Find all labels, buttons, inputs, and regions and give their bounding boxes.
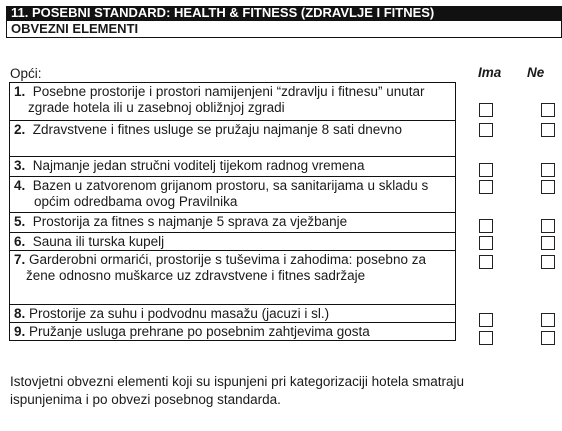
item-text: Zdravstvene i fitnes usluge se pružaju najmanje 8 sati dnevno	[32, 122, 402, 137]
column-header-ima: Ima	[478, 65, 502, 80]
item-text: Sauna ili turska kupelj	[32, 234, 165, 249]
checkbox-ne-item-4[interactable]	[541, 180, 555, 194]
checkbox-ne-item-2[interactable]	[541, 123, 555, 137]
requirement-row	[9, 157, 456, 177]
checkbox-ne-item-6[interactable]	[541, 236, 555, 250]
requirement-row	[9, 121, 456, 157]
requirement-row	[9, 177, 456, 213]
checkbox-ima-item-8[interactable]	[479, 313, 493, 327]
item-text: Garderobni ormarići, prostorije s tuševima i zahodima: posebno za žene odnosno muškarce uz zdravstvene i fitnes sadržaje	[26, 252, 426, 283]
item-number: 8.	[14, 306, 26, 321]
requirement-row	[9, 233, 456, 251]
item-number: 3.	[14, 158, 26, 173]
checkbox-ima-item-1[interactable]	[479, 103, 493, 117]
item-number: 9.	[14, 324, 26, 339]
item-number: 2.	[14, 122, 26, 137]
requirement-row	[9, 323, 456, 341]
item-number: 1.	[14, 84, 26, 99]
item-text: Pružanje usluga prehrane po posebnim zahtjevima gosta	[29, 324, 370, 339]
item-text: Bazen u zatvorenom grijanom prostoru, sa sanitarijama u skladu s općim odredbama ovog Pravilnika	[32, 178, 429, 209]
item-text: Prostorija za fitnes s najmanje 5 sprava za vježbanje	[32, 214, 348, 229]
item-text: Prostorije za suhu i podvodnu masažu (jacuzi i sl.)	[29, 306, 330, 321]
column-header-ne: Ne	[527, 65, 545, 80]
checkbox-ima-item-5[interactable]	[479, 219, 493, 233]
checkbox-ima-item-4[interactable]	[479, 180, 493, 194]
checkbox-ne-item-1[interactable]	[541, 103, 555, 117]
footer-note-line-1: Istovjetni obvezni elementi koji su ispunjeni pri kategorizaciji hotela smatraju	[10, 374, 464, 389]
requirement-row	[9, 305, 456, 323]
checkbox-ne-item-5[interactable]	[541, 219, 555, 233]
item-number: 7.	[14, 252, 26, 267]
general-section-label: Opći:	[10, 66, 42, 81]
checkbox-ima-item-3[interactable]	[479, 163, 493, 177]
checkbox-ne-item-7[interactable]	[541, 255, 555, 269]
checkbox-ne-item-3[interactable]	[541, 163, 555, 177]
item-number: 4.	[14, 178, 26, 193]
requirement-row	[9, 213, 456, 233]
footer-note-line-2: ispunjenima i po obvezi posebnog standarda.	[10, 392, 281, 407]
requirements-list	[9, 82, 456, 341]
item-number: 6.	[14, 234, 26, 249]
requirement-row	[9, 83, 456, 121]
checkbox-ima-item-7[interactable]	[479, 255, 493, 269]
item-text: Najmanje jedan stručni voditelj tijekom radnog vremena	[32, 158, 365, 173]
footer-note	[10, 373, 562, 409]
checkbox-ima-item-6[interactable]	[479, 236, 493, 250]
checkbox-ne-item-9[interactable]	[541, 331, 555, 345]
checkbox-ne-item-8[interactable]	[541, 313, 555, 327]
checkbox-ima-item-2[interactable]	[479, 123, 493, 137]
mandatory-elements-heading: OBVEZNI ELEMENTI	[6, 20, 562, 38]
section-title-banner: 11. POSEBNI STANDARD: HEALTH & FITNESS (ZDRAVLJE I FITNES)	[6, 6, 562, 20]
requirement-row	[9, 251, 456, 305]
item-text: Posebne prostorije i prostori namijenjeni “zdravlju i fitnesu” unutar zgrade hotela ili u zasebnoj obližnjoj zgradi	[28, 84, 425, 115]
checkbox-ima-item-9[interactable]	[479, 331, 493, 345]
item-number: 5.	[14, 214, 26, 229]
